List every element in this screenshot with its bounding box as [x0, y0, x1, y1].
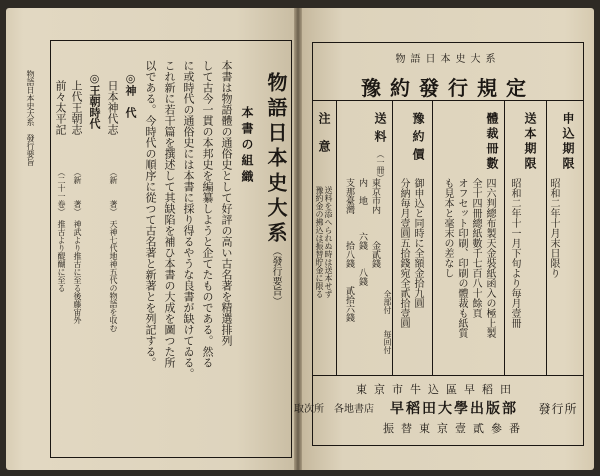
row-label-shipping-period: 送本期限 [523, 112, 537, 172]
format-line-2: 全十四冊總紙數千七百八十餘頁 [470, 178, 481, 318]
row-label-application-deadline: 申込期限 [561, 112, 575, 172]
body-line-3: に或時代の通俗史には本書に採り得るやうな良書が缺けてゐる。 [182, 60, 195, 379]
price-line-1: 御申込と同時に全額金拾九圓 [412, 178, 423, 308]
column-rule [432, 100, 433, 375]
column-rule [546, 100, 547, 375]
series-title: 物語日本史大系 [264, 72, 288, 247]
entry-title: 日本神代志 [106, 80, 119, 135]
row-label-format-volumes: 體裁冊數 [485, 112, 499, 172]
running-head: 物語日本史大系 發行要旨 [26, 70, 35, 166]
distributor: 取次所 各地書店 [294, 404, 374, 415]
regulations-title: 豫約發行規定 [361, 76, 535, 100]
body-line-1: 本書は物語體の通俗史として好評の高い古名著を精選排列 [220, 60, 233, 346]
body-line-4: これ新に若干篇を撰述して其缺陷を補ひ本書の大成を圖つた所 [163, 60, 176, 368]
row-value-application-deadline: 昭和二年十月末日限り [548, 178, 559, 278]
publisher-name: 早稻田大學出版部 [390, 401, 518, 417]
column-rule [336, 100, 337, 375]
footer-rule [312, 375, 584, 376]
format-line-1: 四六判總布製天金裝紙函入の極上製 [484, 178, 495, 338]
notice-line-1: 送料を添へられぬ時は送本せず [324, 186, 333, 298]
row-label-postage-note: （一冊） [376, 150, 385, 182]
publisher-label: 發行所 [538, 402, 578, 416]
notice-line-2: 豫約金の拂込は振替貯金に限る [315, 186, 324, 298]
format-line-3: オフセット印刷、印刷の體裁も紙質 [456, 178, 467, 338]
postage-col-head-full: 全部付 [383, 290, 392, 314]
title-rule [312, 100, 584, 101]
row-label-notice: 注意 [317, 112, 331, 168]
postage-col-head-each: 毎回付 [383, 330, 392, 354]
row-label-postage: 送料 [373, 112, 387, 148]
body-line-5: 以である。今時代の順序に從つて古名著と新著とを列記する。 [144, 60, 157, 368]
body-line-2: して古今一貫の本邦史を編纂しようと企てたものである。然る [201, 60, 214, 368]
format-line-4: も見本と毫末の差なし [442, 178, 453, 278]
entry-heading-ocho: ◎王朝時代 [88, 72, 101, 129]
postage-line-3: 支那臺灣 拾八錢 貳拾六錢 [344, 178, 354, 322]
entry-note: （新 著） 天神七代地神五代の物語を収む [109, 168, 118, 332]
column-rule [392, 100, 393, 375]
column-rule [504, 100, 505, 375]
section-heading: 本書の組織 [240, 106, 254, 186]
entry-title: 前々太平記 [54, 80, 67, 135]
row-value-shipping-period: 昭和二年十一月下旬より毎月壹冊 [509, 178, 520, 328]
entry-note: （新 著） 神武より推古に至る後藤宙外 [73, 168, 82, 324]
price-line-2: 分納毎月壹圓五拾錢宛全貳拾壹圓 [398, 178, 409, 328]
top-banner: 物語日本史大系 [395, 54, 501, 65]
row-label-subscription-price: 豫約價 [411, 112, 425, 166]
transfer-account: 振替東京壹貳參番 [383, 422, 527, 435]
series-title-note: （發行要旨） [270, 246, 281, 306]
publisher-address: 東京市牛込區早稻田 [356, 383, 518, 396]
postage-line-1: 東京市内 金貳錢 [370, 178, 380, 268]
entry-heading-kamiyo: ◎神 代 [124, 72, 137, 118]
entry-title: 上代王朝志 [70, 80, 83, 135]
postage-line-2: 内 地 六錢 八錢 [357, 178, 367, 286]
entry-note: （二十一卷） 推古より醍醐に至る [57, 168, 66, 292]
